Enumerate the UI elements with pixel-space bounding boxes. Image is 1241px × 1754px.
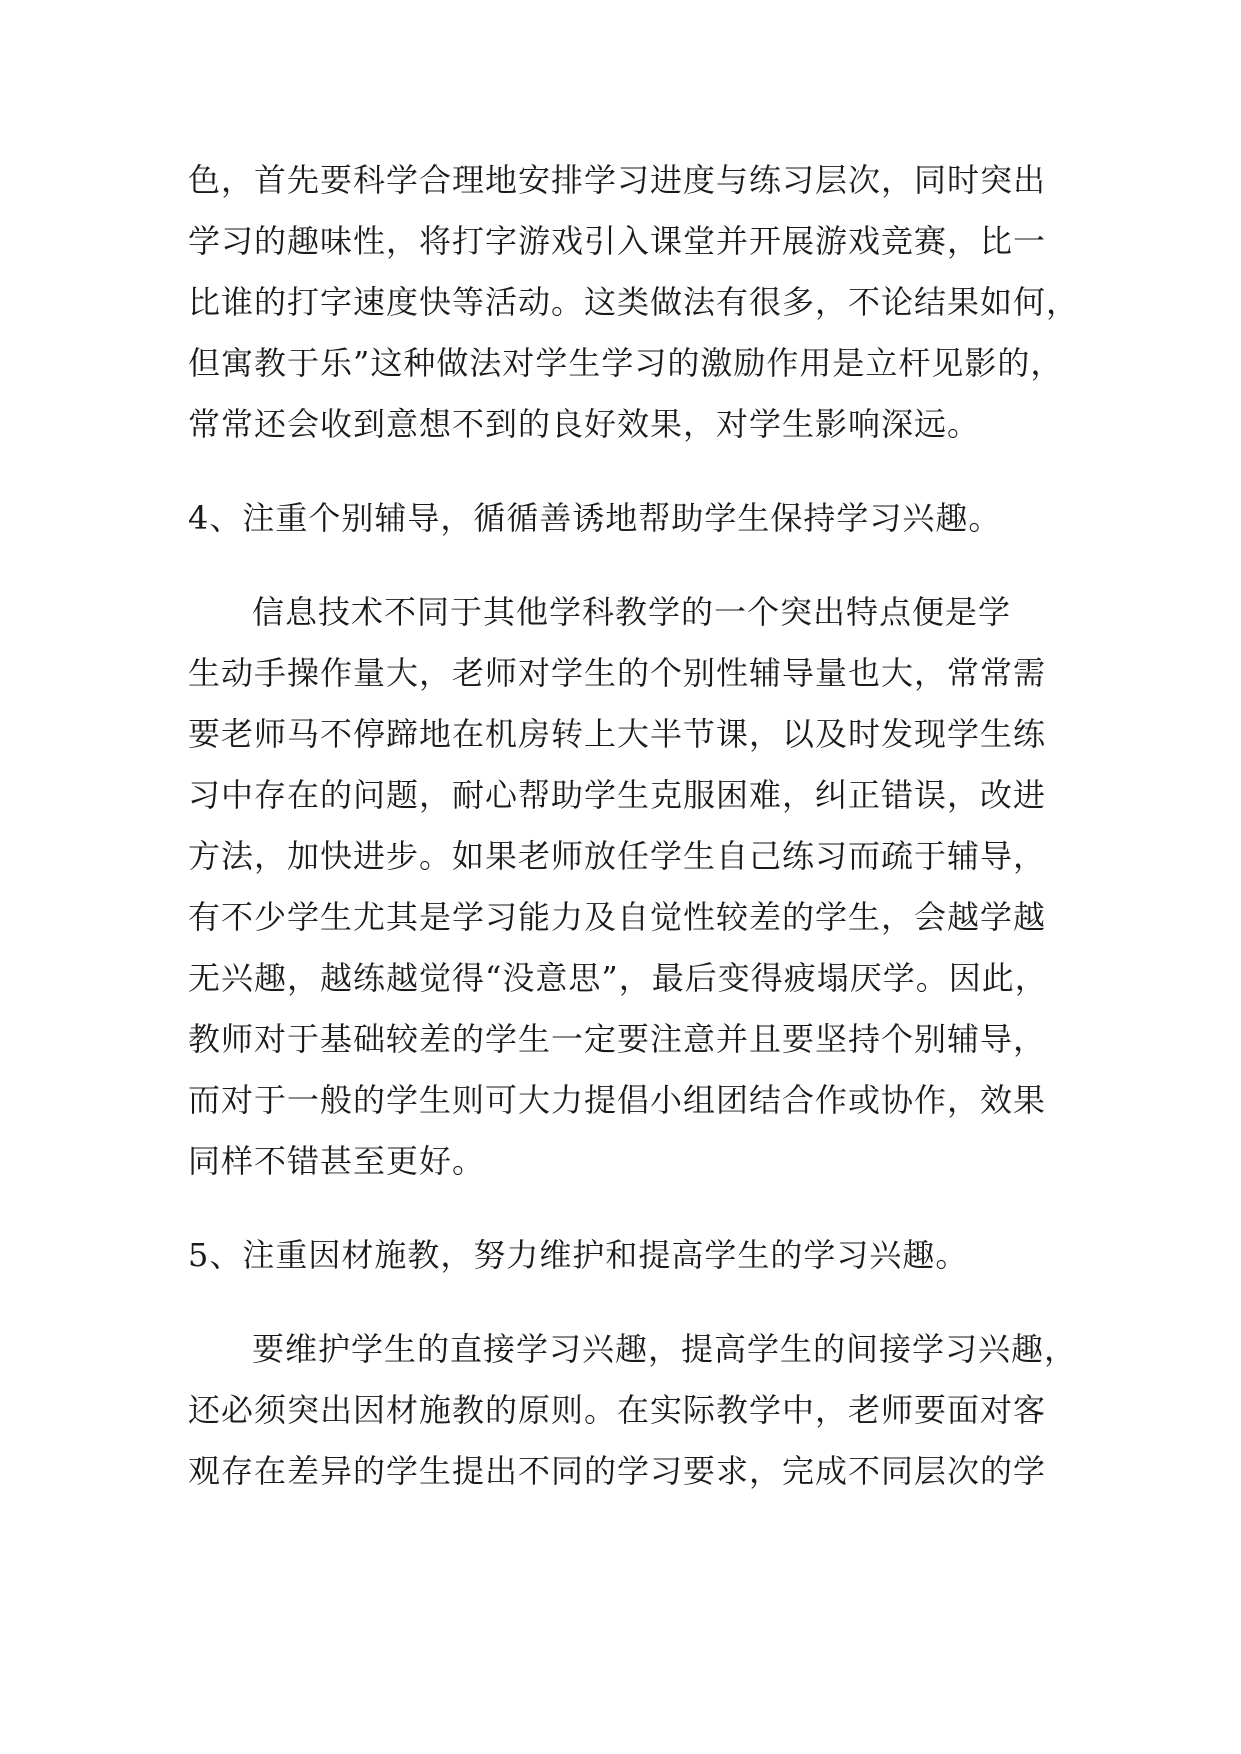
- paragraph-gap: [188, 549, 1058, 582]
- text-line: 要维护学生的直接学习兴趣，提高学生的间接学习兴趣，: [252, 1330, 1078, 1368]
- text-line: 无兴趣，越练越觉得“没意思”，最后变得疲塌厌学。因此，: [188, 959, 1048, 997]
- document-body: [188, 150, 1080, 1502]
- text-line: 有不少学生尤其是学习能力及自觉性较差的学生，会越学越: [188, 898, 1047, 936]
- text-line: 信息技术不同于其他学科教学的一个突出特点便是学: [252, 593, 1012, 631]
- paragraph-continuation: [188, 150, 1080, 455]
- text-line: 教师对于基础较差的学生一定要注意并且要坚持个别辅导，: [188, 1020, 1047, 1058]
- paragraph-gap: [188, 1192, 1058, 1225]
- paragraph-differentiated-teaching: [188, 1319, 1078, 1502]
- text-line: 观存在差异的学生提出不同的学习要求，完成不同层次的学: [188, 1452, 1047, 1490]
- text-line: 生动手操作量大，老师对学生的个别性辅导量也大，常常需: [188, 654, 1047, 692]
- text-line: 比谁的打字速度快等活动。这类做法有很多，不论结果如何，: [188, 283, 1080, 321]
- text-line: 同样不错甚至更好。: [188, 1142, 486, 1180]
- text-line: 学习的趣味性，将打字游戏引入课堂并开展游戏竞赛，比一: [188, 222, 1047, 260]
- paragraph-individual-guidance: [188, 582, 1058, 1192]
- text-line: 习中存在的问题，耐心帮助学生克服困难，纠正错误，改进: [188, 776, 1047, 814]
- section-heading-5: 5、注重因材施教，努力维护和提高学生的学习兴趣。: [188, 1236, 969, 1274]
- text-line: 而对于一般的学生则可大力提倡小组团结合作或协作，效果: [188, 1081, 1047, 1119]
- text-line: 方法，加快进步。如果老师放任学生自己练习而疏于辅导，: [188, 837, 1047, 875]
- text-line: 要老师马不停蹄地在机房转上大半节课，以及时发现学生练: [188, 715, 1047, 753]
- text-line: 色，首先要科学合理地安排学习进度与练习层次，同时突出: [188, 161, 1047, 199]
- paragraph-gap: [188, 455, 1058, 488]
- text-line: 但寓教于乐”这种做法对学生学习的激励作用是立杆见影的，: [188, 344, 1064, 382]
- section-heading-4: 4、注重个别辅导，循循善诱地帮助学生保持学习兴趣。: [188, 499, 1002, 537]
- text-line: 常常还会收到意想不到的良好效果，对学生影响深远。: [188, 405, 981, 443]
- paragraph-gap: [188, 1286, 1058, 1319]
- text-line: 还必须突出因材施教的原则。在实际教学中，老师要面对客: [188, 1391, 1047, 1429]
